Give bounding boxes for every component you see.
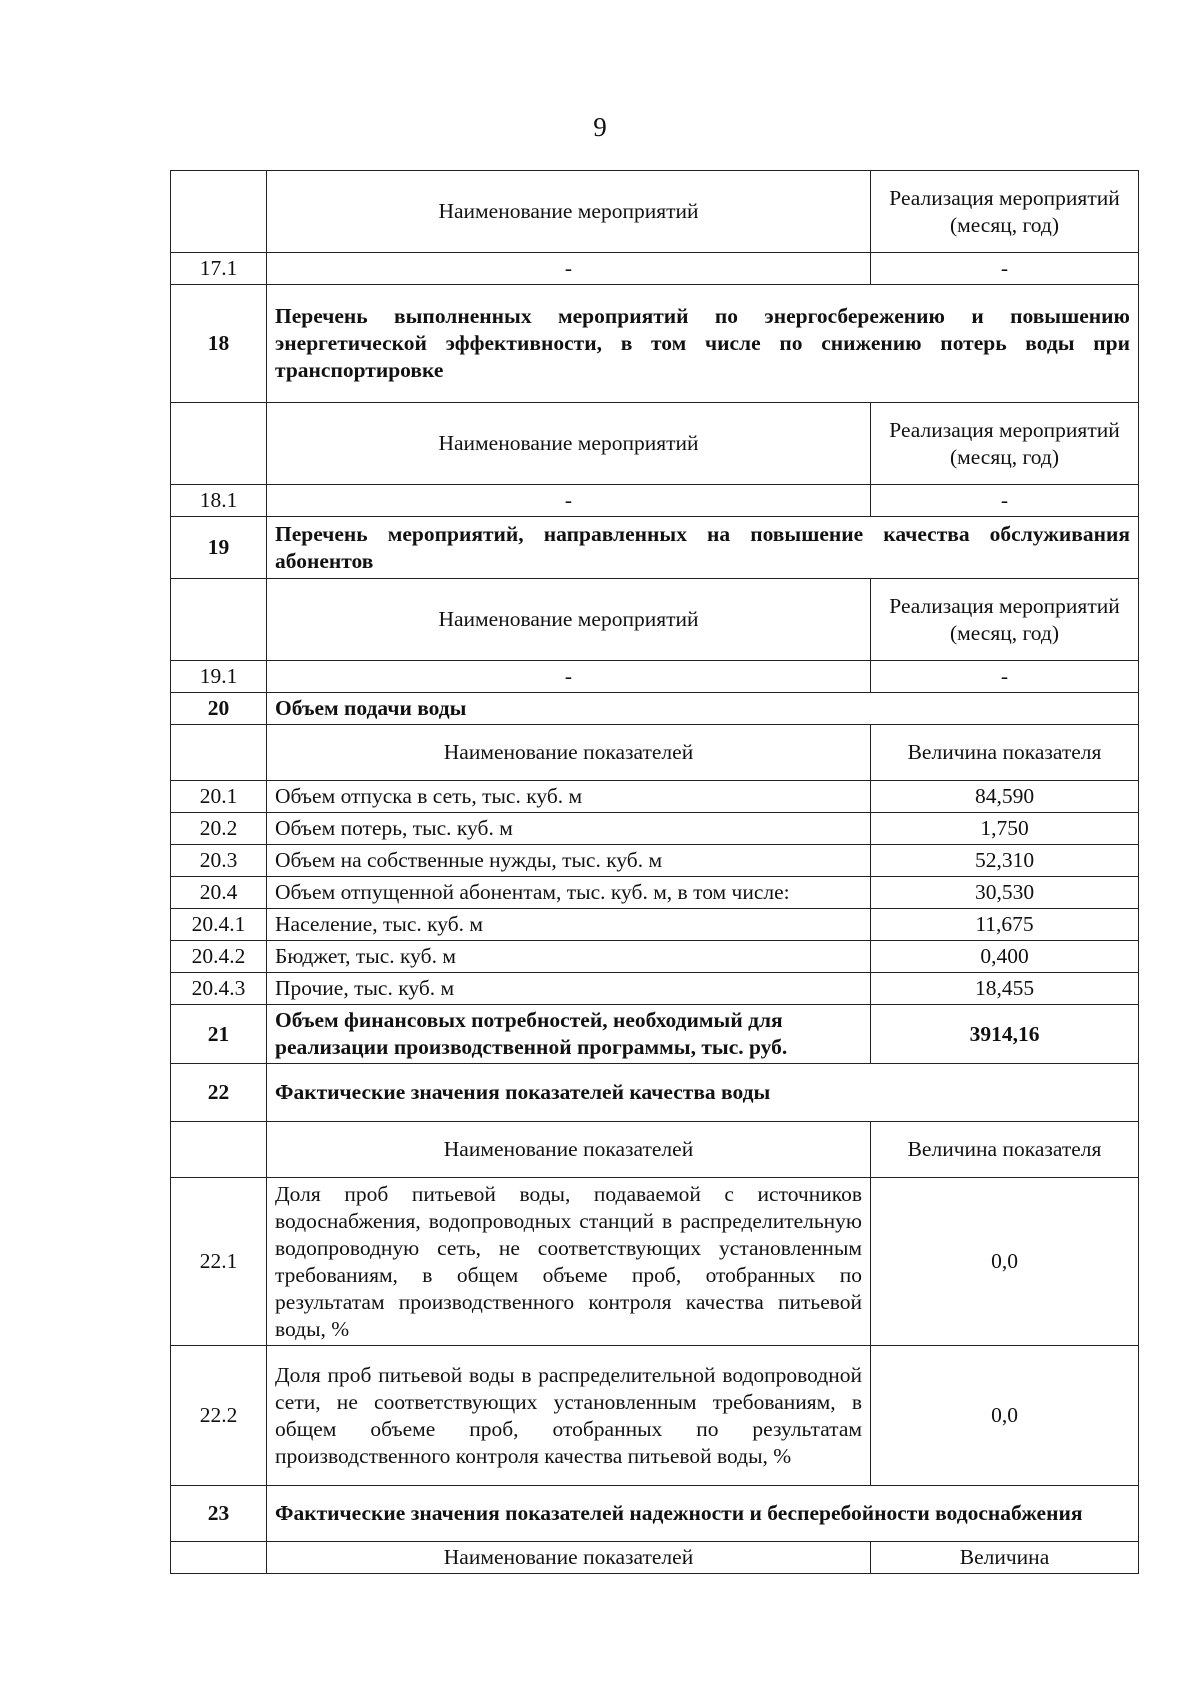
table-row — [171, 909, 1139, 941]
row-name: Доля проб питьевой воды, подаваемой с источников водоснабжения, водопроводных станций в распределительную водопроводную сеть, не соответствующих установленным требованиям, в общем объеме проб, отобранных по результатам производственного контроля качества питьевой воды, % — [267, 1178, 871, 1346]
table-row — [171, 973, 1139, 1005]
column-header-value: Величина — [871, 1542, 1139, 1574]
section-title: Перечень выполненных мероприятий по энергосбережению и повышению энергетической эффективности, в том числе по снижению потерь воды при транспортировке — [267, 285, 1139, 403]
row-number: 22.1 — [171, 1178, 267, 1346]
section-row — [171, 1005, 1139, 1064]
section-row — [171, 517, 1139, 579]
section-number: 23 — [171, 1486, 267, 1542]
row-value: 84,590 — [871, 781, 1139, 813]
column-header-name: Наименование показателей — [267, 1122, 871, 1178]
empty-cell — [171, 725, 267, 781]
column-header-name: Наименование мероприятий — [267, 403, 871, 485]
row-value: 1,750 — [871, 813, 1139, 845]
production-program-table — [170, 170, 1139, 1574]
section-row — [171, 285, 1139, 403]
row-name: - — [267, 661, 871, 693]
section-row — [171, 693, 1139, 725]
section-number: 19 — [171, 517, 267, 579]
column-header-name: Наименование показателей — [267, 725, 871, 781]
column-header-implementation: Реализация мероприятий (месяц, год) — [871, 171, 1139, 253]
row-name: Объем потерь, тыс. куб. м — [267, 813, 871, 845]
row-value: 18,455 — [871, 973, 1139, 1005]
table-row — [171, 781, 1139, 813]
section-number: 21 — [171, 1005, 267, 1064]
table-row — [171, 941, 1139, 973]
row-number: 20.4.3 — [171, 973, 267, 1005]
empty-cell — [171, 579, 267, 661]
row-number: 22.2 — [171, 1346, 267, 1486]
row-name: - — [267, 485, 871, 517]
row-value: - — [871, 253, 1139, 285]
row-value: - — [871, 661, 1139, 693]
section-row — [171, 1064, 1139, 1122]
empty-cell — [171, 1122, 267, 1178]
row-name: Население, тыс. куб. м — [267, 909, 871, 941]
table-row — [171, 1346, 1139, 1486]
section-title: Фактические значения показателей надежности и бесперебойности водоснабжения — [267, 1486, 1139, 1542]
financial-needs-value: 3914,16 — [871, 1005, 1139, 1064]
row-number: 20.2 — [171, 813, 267, 845]
row-number: 18.1 — [171, 485, 267, 517]
section-number: 20 — [171, 693, 267, 725]
row-value: 30,530 — [871, 877, 1139, 909]
column-header-value: Величина показателя — [871, 725, 1139, 781]
column-header-name: Наименование мероприятий — [267, 579, 871, 661]
row-value: 0,0 — [871, 1346, 1139, 1486]
row-value: 11,675 — [871, 909, 1139, 941]
row-value: - — [871, 485, 1139, 517]
row-number: 20.1 — [171, 781, 267, 813]
table-row — [171, 253, 1139, 285]
empty-cell — [171, 403, 267, 485]
table-row — [171, 845, 1139, 877]
row-number: 20.4 — [171, 877, 267, 909]
row-name: - — [267, 253, 871, 285]
section-number: 18 — [171, 285, 267, 403]
row-value: 52,310 — [871, 845, 1139, 877]
row-name: Объем отпущенной абонентам, тыс. куб. м, в том числе: — [267, 877, 871, 909]
row-name: Прочие, тыс. куб. м — [267, 973, 871, 1005]
table-header-row — [171, 1542, 1139, 1574]
table-header-row — [171, 171, 1139, 253]
row-number: 19.1 — [171, 661, 267, 693]
table-header-row — [171, 725, 1139, 781]
row-name: Доля проб питьевой воды в распределительной водопроводной сети, не соответствующих установленным требованиям, в общем объеме проб, отобранных по результатам производственного контроля качества питьевой воды, % — [267, 1346, 871, 1486]
empty-cell — [171, 171, 267, 253]
page-number: 9 — [593, 112, 607, 142]
column-header-implementation: Реализация мероприятий (месяц, год) — [871, 579, 1139, 661]
row-number: 20.4.2 — [171, 941, 267, 973]
row-name: Объем отпуска в сеть, тыс. куб. м — [267, 781, 871, 813]
row-number: 17.1 — [171, 253, 267, 285]
section-number: 22 — [171, 1064, 267, 1122]
table-row — [171, 1178, 1139, 1346]
section-title: Объем подачи воды — [267, 693, 1139, 725]
section-title: Фактические значения показателей качества воды — [267, 1064, 1139, 1122]
table-header-row — [171, 579, 1139, 661]
row-value: 0,0 — [871, 1178, 1139, 1346]
table-row — [171, 661, 1139, 693]
row-value: 0,400 — [871, 941, 1139, 973]
column-header-name: Наименование мероприятий — [267, 171, 871, 253]
column-header-name: Наименование показателей — [267, 1542, 871, 1574]
empty-cell — [171, 1542, 267, 1574]
table-header-row — [171, 403, 1139, 485]
section-title: Перечень мероприятий, направленных на повышение качества обслуживания абонентов — [267, 517, 1139, 579]
row-name: Объем на собственные нужды, тыс. куб. м — [267, 845, 871, 877]
column-header-value: Величина показателя — [871, 1122, 1139, 1178]
row-number: 20.3 — [171, 845, 267, 877]
section-title: Объем финансовых потребностей, необходимый для реализации производственной программы, тыс. руб. — [267, 1005, 871, 1064]
table-row — [171, 877, 1139, 909]
table-row — [171, 813, 1139, 845]
table-row — [171, 485, 1139, 517]
section-row — [171, 1486, 1139, 1542]
row-number: 20.4.1 — [171, 909, 267, 941]
table-header-row — [171, 1122, 1139, 1178]
row-name: Бюджет, тыс. куб. м — [267, 941, 871, 973]
column-header-implementation: Реализация мероприятий (месяц, год) — [871, 403, 1139, 485]
